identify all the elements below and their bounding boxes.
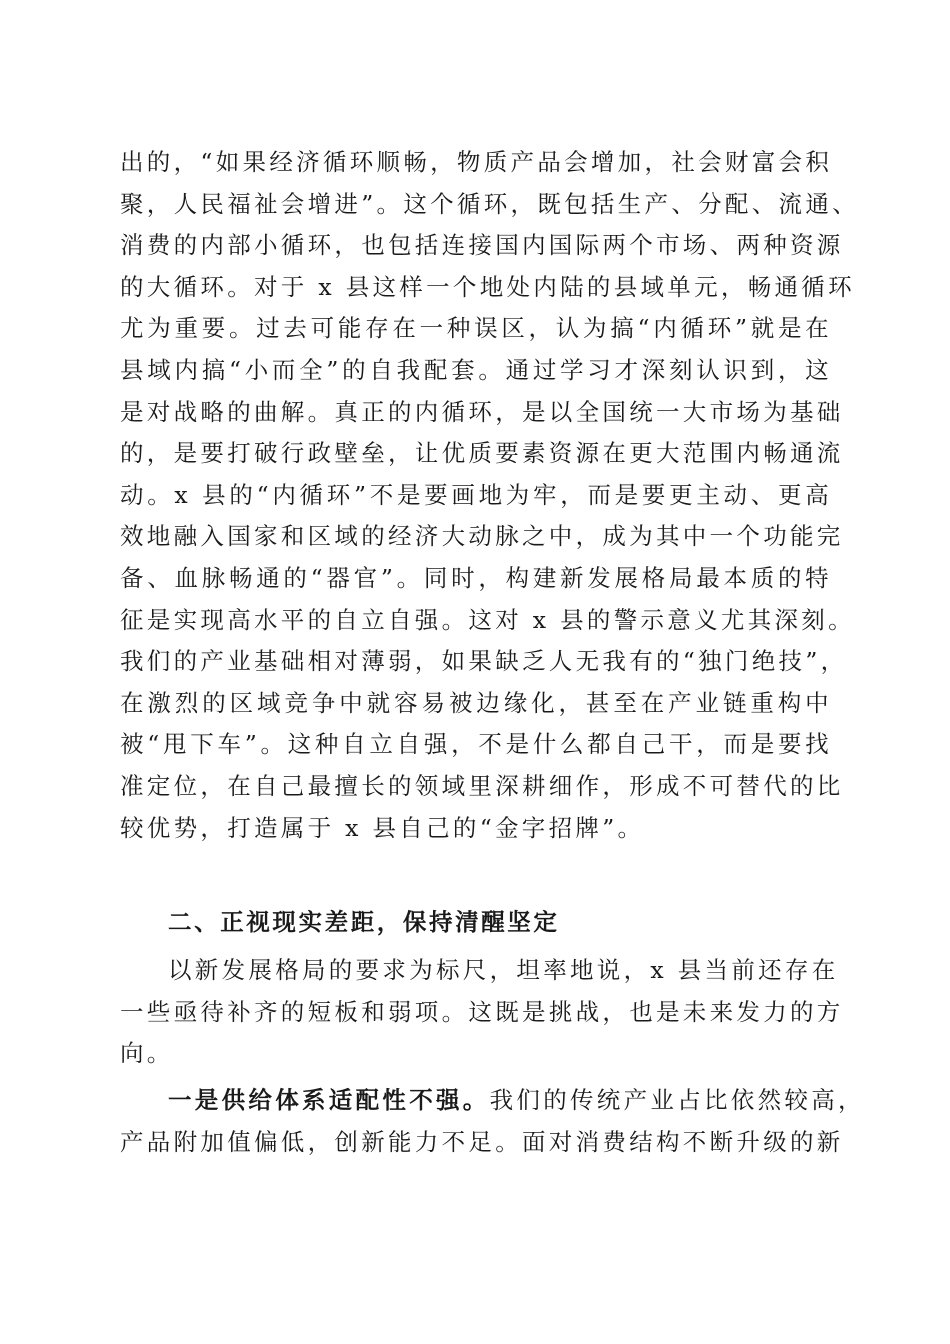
paragraph-line-rest: 我们的传统产业占比依然较高，: [489, 1086, 865, 1114]
paragraph-line: 尤为重要。过去可能存在一种误区，认为搞“内循环”就是在: [120, 314, 832, 343]
paragraph-line: 产品附加值偏低，创新能力不足。面对消费结构不断升级的新: [120, 1127, 844, 1156]
paragraph-line: 被“甩下车”。这种自立自强，不是什么都自己干，而是要找: [120, 730, 832, 759]
paragraph-shortfalls: [120, 950, 844, 1075]
paragraph-line: 是对战略的曲解。真正的内循环，是以全国统一大市场为基础: [120, 397, 844, 426]
paragraph-line: 以新发展格局的要求为标尺，坦率地说，x 县当前还存在: [168, 956, 839, 984]
paragraph-line: 一些亟待补齐的短板和弱项。这既是挑战，也是未来发力的方: [120, 997, 844, 1026]
paragraph-line: 县域内搞“小而全”的自我配套。通过学习才深刻认识到，这: [120, 355, 832, 384]
paragraph-line: 备、血脉畅通的“器官”。同时，构建新发展格局最本质的特: [120, 563, 832, 592]
paragraph-line: 征是实现高水平的自立自强。这对 x 县的警示意义尤其深刻。: [120, 605, 855, 634]
paragraph-line: 在激烈的区域竞争中就容易被边缘化，甚至在产业链重构中: [120, 688, 832, 717]
paragraph-line: 的大循环。对于 x 县这样一个地处内陆的县域单元，畅通循环: [120, 272, 855, 301]
paragraph-line: 较优势，打造属于 x 县自己的“金字招牌”。: [120, 813, 645, 842]
paragraph-line: [120, 1080, 865, 1122]
paragraph-lead-phrase: 一是供给体系适配性不强。: [168, 1086, 490, 1114]
section-heading-block: [120, 902, 832, 944]
paragraph-line: 准定位，在自己最擅长的领域里深耕细作，形成不可替代的比: [120, 771, 844, 800]
section-heading: 二、正视现实差距，保持清醒坚定: [168, 908, 560, 936]
paragraph-line: 出的，“如果经济循环顺畅，物质产品会增加，社会财富会积: [120, 148, 833, 176]
paragraph-supply-system: [120, 1080, 865, 1163]
paragraph-line: 消费的内部小循环，也包括连接国内国际两个市场、两种资源: [120, 231, 844, 260]
paragraph-line: 的，是要打破行政壁垒，让优质要素资源在更大范围内畅通流: [120, 439, 844, 468]
paragraph-line: 动。x 县的“内循环”不是要画地为牢，而是要更主动、更高: [120, 480, 832, 509]
paragraph-line: 向。: [120, 1039, 174, 1068]
paragraph-continuation: [120, 142, 859, 849]
paragraph-line: 聚，人民福祉会增进”。这个循环，既包括生产、分配、流通、: [120, 189, 859, 218]
paragraph-line: 效地融入国家和区域的经济大动脉之中，成为其中一个功能完: [120, 522, 844, 551]
paragraph-line: 我们的产业基础相对薄弱，如果缺乏人无我有的“独门绝技”，: [120, 647, 848, 676]
